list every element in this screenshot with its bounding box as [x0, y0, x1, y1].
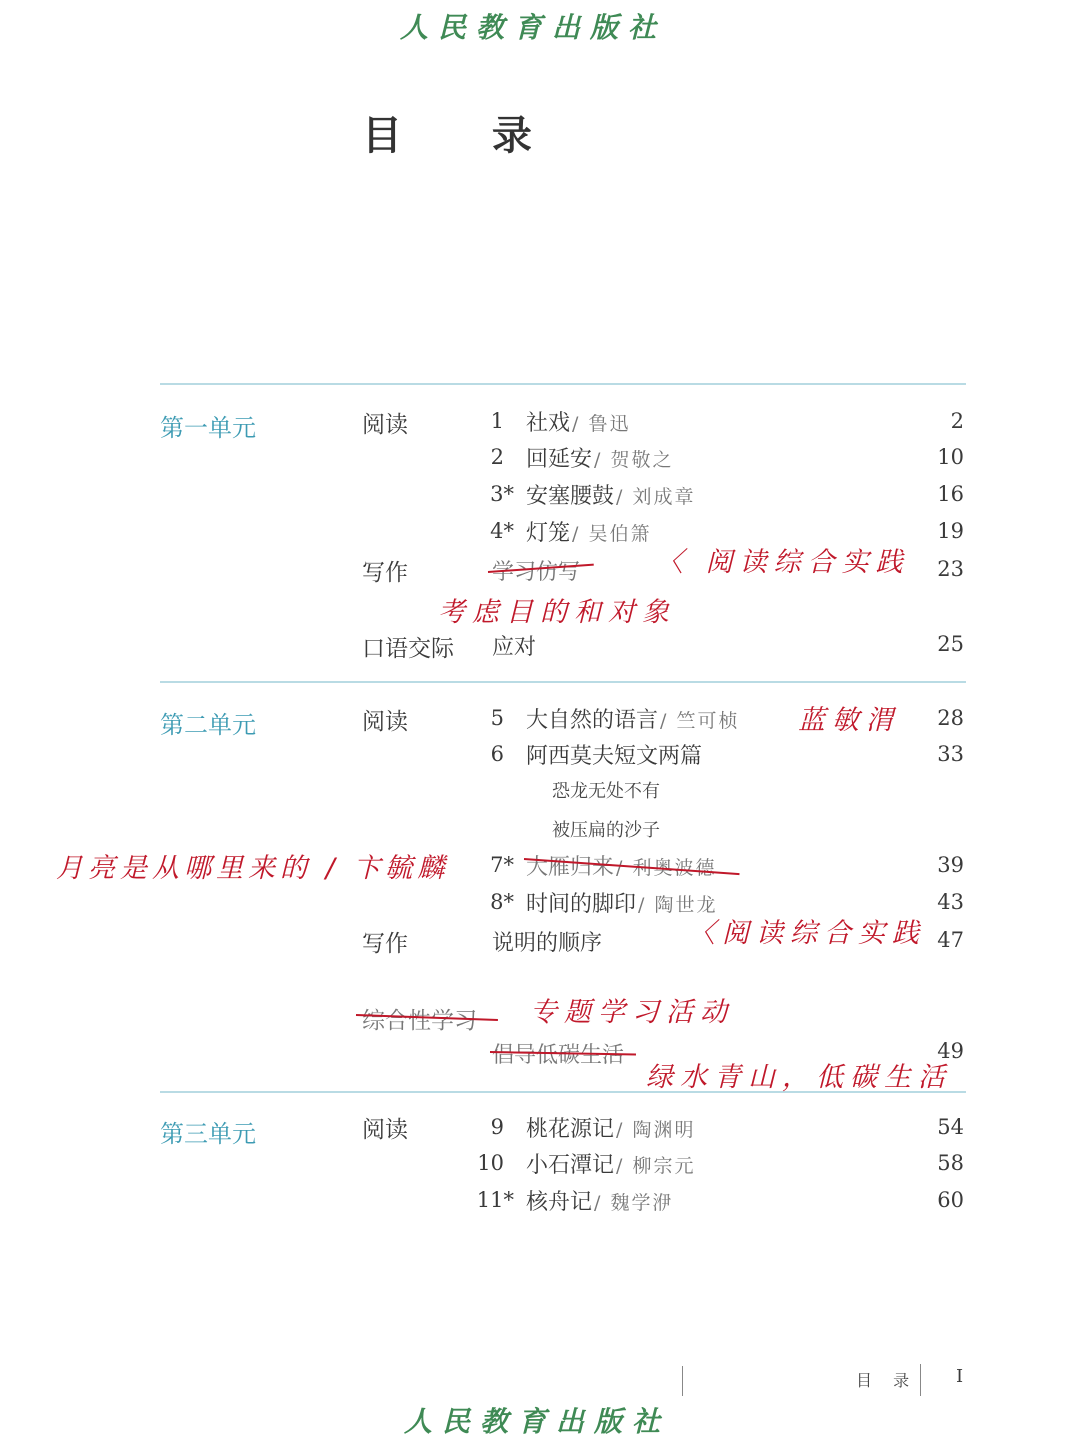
- unit-3-heading: 第三单元: [160, 1120, 256, 1148]
- lesson-title: 社戏 / 鲁迅: [526, 411, 631, 436]
- lesson-author: / 鲁迅: [572, 413, 631, 435]
- lesson-author: / 刘成章: [616, 486, 696, 508]
- unit-3-reading-label: 阅读: [362, 1117, 408, 1143]
- writing-title-struck: 学习仿写: [492, 560, 581, 585]
- lesson-title: 桃花源记 / 陶渊明: [526, 1117, 696, 1142]
- lesson-number: 3*: [490, 482, 514, 506]
- handwritten-note: 月亮是从哪里来的 / 卞毓麟: [56, 853, 450, 884]
- publisher-logo-bottom: 人民教育出版社: [404, 1405, 671, 1438]
- lesson-number: 7*: [490, 853, 514, 877]
- page-number: 10: [937, 445, 964, 469]
- lesson-author: / 陶世龙: [638, 894, 718, 916]
- page-number: 60: [937, 1188, 964, 1212]
- footer-page-number: I: [956, 1366, 964, 1387]
- lesson-author: / 竺可桢: [660, 710, 740, 732]
- sub-article: 恐龙无处不有: [552, 781, 660, 802]
- lesson-title: 时间的脚印 / 陶世龙: [526, 892, 718, 917]
- lesson-author: / 利奥波德: [616, 857, 717, 879]
- lesson-title: 灯笼 / 吴伯箫: [526, 521, 652, 546]
- footer-divider: [920, 1364, 921, 1396]
- page-number: 54: [937, 1115, 964, 1139]
- page-number: 19: [937, 519, 964, 543]
- lesson-title-struck: 大雁归来 / 利奥波德: [526, 855, 717, 880]
- handwritten-note: 〈 阅读综合实践: [656, 547, 910, 578]
- writing-title: 说明的顺序: [492, 931, 603, 956]
- lesson-author: / 柳宗元: [616, 1155, 696, 1177]
- footer-label: 目 录: [856, 1371, 918, 1390]
- lesson-number: 4*: [490, 519, 514, 543]
- unit-1-speaking-label: 口语交际: [362, 636, 454, 662]
- handwritten-note: 考虑目的和对象: [438, 597, 676, 628]
- unit-2-heading: 第二单元: [160, 711, 256, 739]
- integrated-title-struck: 倡导低碳生活: [492, 1043, 625, 1068]
- handwritten-note: 绿水青山，低碳生活: [646, 1062, 952, 1093]
- sub-article: 被压扁的沙子: [552, 820, 660, 841]
- footer-divider: [682, 1366, 683, 1396]
- page-number: 58: [937, 1151, 964, 1175]
- handwritten-note: 专题学习活动: [530, 997, 734, 1028]
- lesson-number: 1: [490, 409, 504, 433]
- unit-1-reading-label: 阅读: [362, 412, 408, 438]
- publisher-logo-top: 人民教育出版社: [400, 11, 667, 44]
- page-number: 49: [937, 1039, 964, 1063]
- lesson-number: 6: [490, 742, 504, 766]
- lesson-number: 9: [490, 1115, 504, 1139]
- page-number: 43: [937, 890, 964, 914]
- page-number: 2: [950, 409, 964, 433]
- page-number: 25: [937, 632, 964, 656]
- lesson-author: / 贺敬之: [594, 449, 674, 471]
- lesson-title: 阿西莫夫短文两篇: [526, 744, 703, 769]
- unit-1-writing-label: 写作: [362, 560, 408, 586]
- integrated-label-struck: 综合性学习: [362, 1008, 477, 1034]
- page-number: 39: [937, 853, 964, 877]
- lesson-number: 8*: [490, 890, 514, 914]
- unit-divider: [160, 383, 966, 385]
- lesson-number: 2: [490, 445, 504, 469]
- lesson-title: 安塞腰鼓 / 刘成章: [526, 484, 696, 509]
- handwritten-note: 〈阅读综合实践: [688, 918, 926, 949]
- page-number: 23: [937, 557, 964, 581]
- lesson-number: 10: [477, 1151, 504, 1175]
- lesson-author: / 吴伯箫: [572, 523, 652, 545]
- lesson-title: 核舟记 / 魏学洢: [526, 1190, 674, 1215]
- lesson-number: 5: [490, 706, 504, 730]
- page-number: 33: [937, 742, 964, 766]
- speaking-title: 应对: [492, 635, 537, 660]
- unit-2-reading-label: 阅读: [362, 709, 408, 735]
- unit-1-heading: 第一单元: [160, 414, 256, 442]
- lesson-author: / 魏学洢: [594, 1192, 674, 1214]
- page-number: 16: [937, 482, 964, 506]
- handwritten-note: 蓝敏渭: [798, 705, 900, 736]
- lesson-title: 回延安 / 贺敬之: [526, 447, 674, 472]
- page-title: 目 录: [362, 112, 570, 159]
- page-number: 47: [937, 928, 964, 952]
- lesson-title: 小石潭记 / 柳宗元: [526, 1153, 696, 1178]
- unit-2-writing-label: 写作: [362, 931, 408, 957]
- lesson-number: 11*: [476, 1188, 514, 1212]
- unit-divider: [160, 681, 966, 683]
- lesson-author: / 陶渊明: [616, 1119, 696, 1141]
- lesson-title: 大自然的语言 / 竺可桢: [526, 708, 740, 733]
- page-number: 28: [937, 706, 964, 730]
